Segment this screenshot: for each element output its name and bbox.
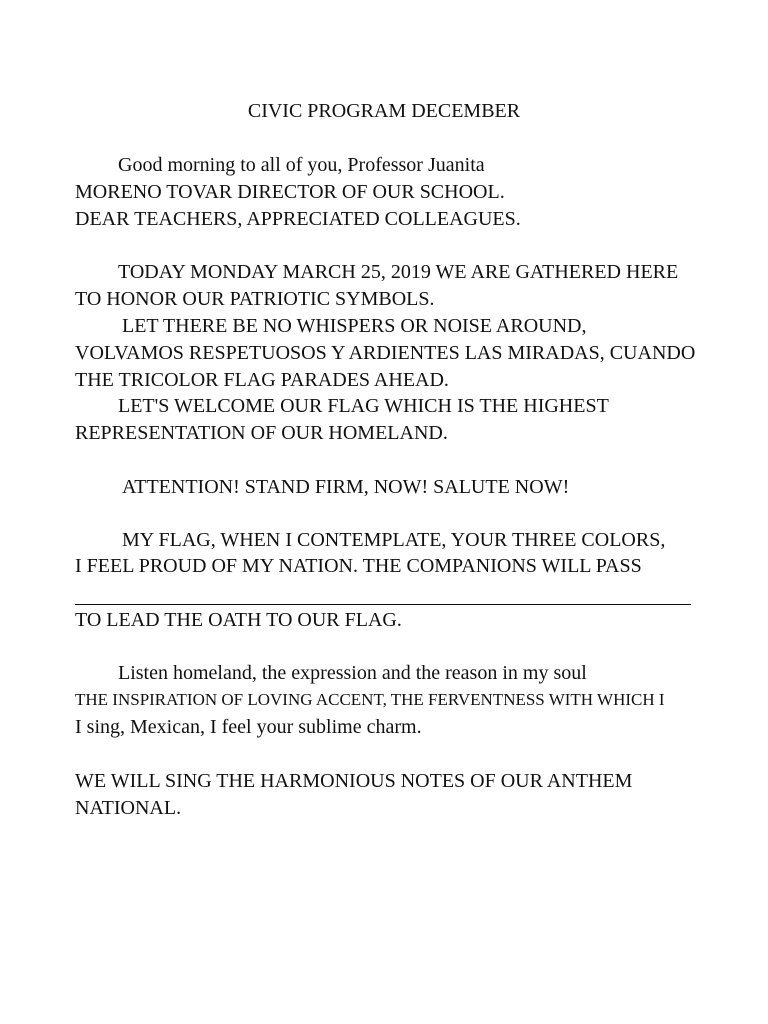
intro-line-6: LET'S WELCOME OUR FLAG WHICH IS THE HIGHEST bbox=[118, 395, 609, 417]
intro-line-5: THE TRICOLOR FLAG PARADES AHEAD. bbox=[75, 369, 449, 391]
intro-line-4: VOLVAMOS RESPETUOSOS Y ARDIENTES LAS MIRADAS, CUANDO bbox=[75, 342, 696, 364]
greeting-line-1: Good morning to all of you, Professor Juanita bbox=[118, 154, 485, 176]
intro-line-3: LET THERE BE NO WHISPERS OR NOISE AROUND, bbox=[122, 315, 587, 337]
verse-line-2: THE INSPIRATION OF LOVING ACCENT, THE FERVENTNESS WITH WHICH I bbox=[75, 690, 665, 709]
oath-line-2: I FEEL PROUD OF MY NATION. THE COMPANIONS WILL PASS bbox=[75, 555, 642, 577]
intro-line-2: TO HONOR OUR PATRIOTIC SYMBOLS. bbox=[75, 288, 435, 310]
intro-line-7: REPRESENTATION OF OUR HOMELAND. bbox=[75, 422, 448, 444]
intro-line-1: TODAY MONDAY MARCH 25, 2019 WE ARE GATHERED HERE bbox=[118, 261, 679, 283]
greeting-line-3: DEAR TEACHERS, APPRECIATED COLLEAGUES. bbox=[75, 208, 521, 230]
verse-line-1: Listen homeland, the expression and the reason in my soul bbox=[118, 662, 587, 684]
oath-line-3: TO LEAD THE OATH TO OUR FLAG. bbox=[75, 609, 402, 631]
fill-in-blank-line bbox=[75, 604, 691, 605]
command-line: ATTENTION! STAND FIRM, NOW! SALUTE NOW! bbox=[122, 476, 570, 498]
closing-line-1: WE WILL SING THE HARMONIOUS NOTES OF OUR ANTHEM bbox=[75, 770, 633, 792]
greeting-line-2: MORENO TOVAR DIRECTOR OF OUR SCHOOL. bbox=[75, 181, 505, 203]
oath-line-1: MY FLAG, WHEN I CONTEMPLATE, YOUR THREE COLORS, bbox=[122, 529, 666, 551]
verse-line-3: I sing, Mexican, I feel your sublime charm. bbox=[75, 716, 422, 738]
closing-line-2: NATIONAL. bbox=[75, 797, 182, 819]
document-title: CIVIC PROGRAM DECEMBER bbox=[247, 100, 521, 122]
